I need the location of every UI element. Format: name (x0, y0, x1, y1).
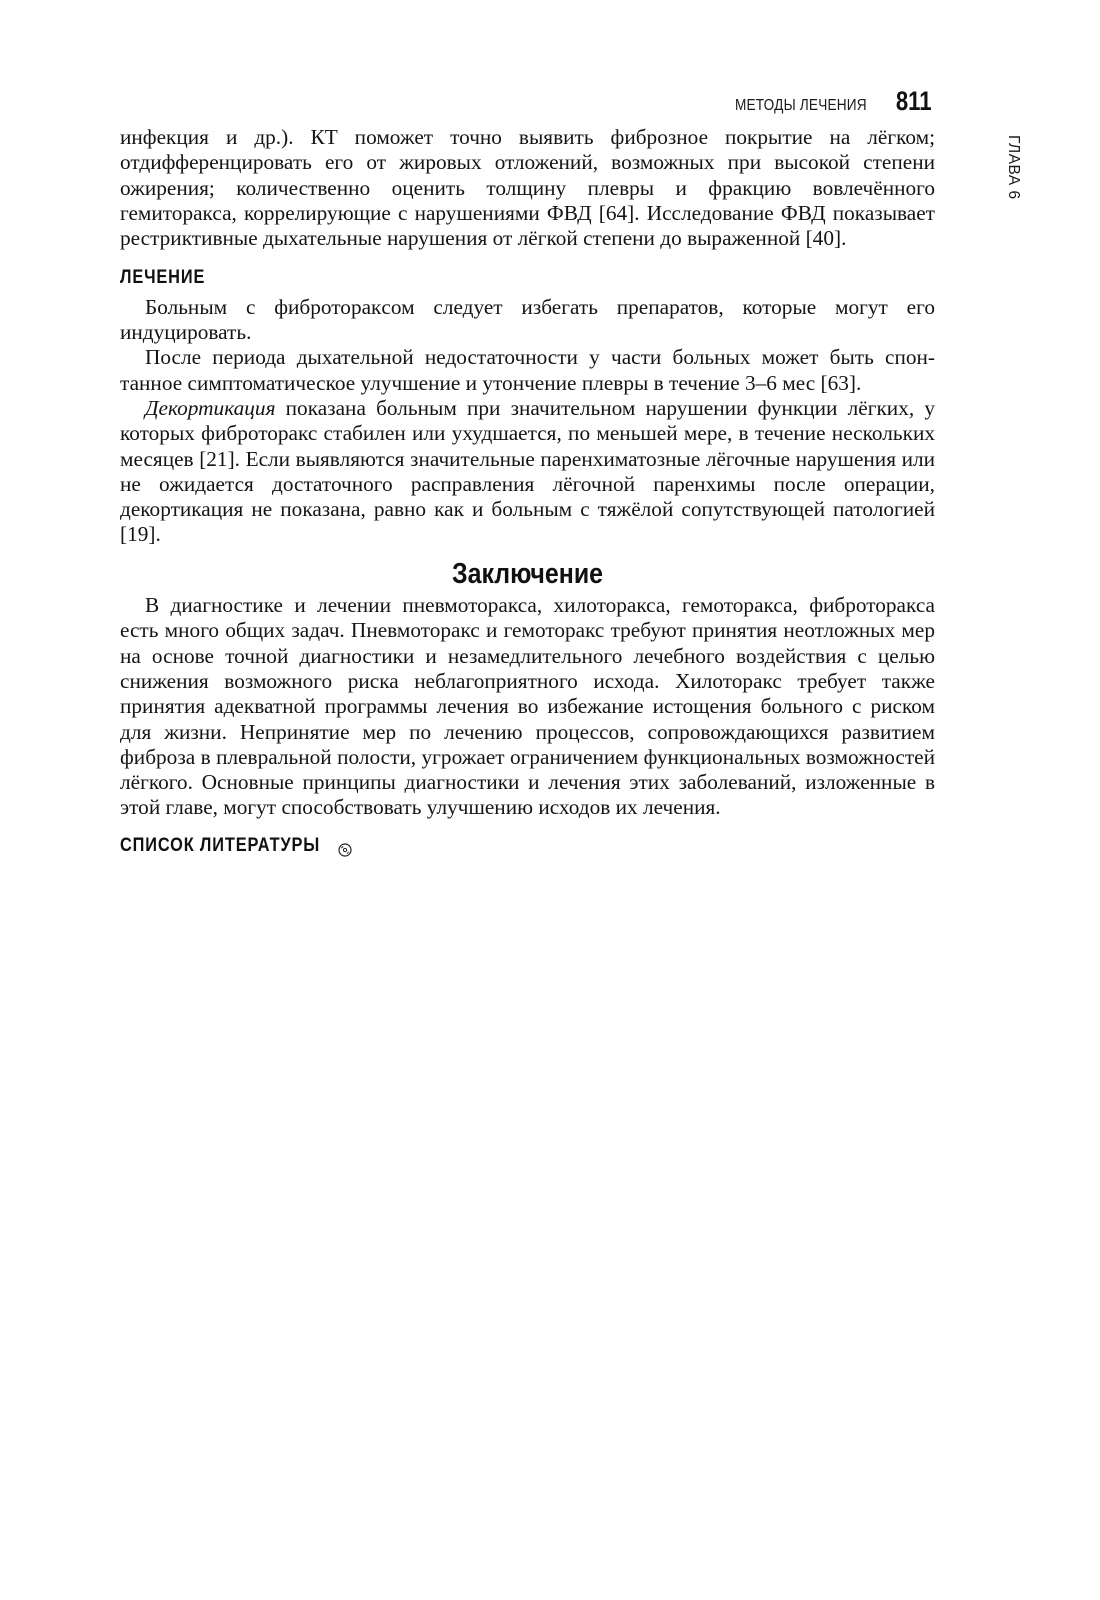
intro-paragraph: инфекция и др.). КТ поможет точно выявить фиброзное покрытие на лёгком; отдифференцировать его от жировых отложений, возможных при высокой степени ожирения; количественно оценить толщину плевры и фракцию вовлечённого гемиторакса, коррелирующие с нарушениями ФВД [64]. Исследование ФВД показывает рестриктивные дыхательные нарушения от лёгкой степени до выраженной [40]. (120, 125, 935, 251)
chapter-tab: ГЛАВА 6 (1005, 135, 1022, 200)
running-title: МЕТОДЫ ЛЕЧЕНИЯ (734, 97, 867, 114)
references-heading: СПИСОК ЛИТЕРАТУРЫ (120, 834, 321, 856)
treatment-paragraph-3-text: показана больным при значительном нарушении функции лёгких, у которых фиброторакс стабилен или ухудшается, по меньшей мере, в течение нескольких месяцев [21]. Если выявляются значительные паренхиматозные лёгочные нарушения или не ожидается достаточного расправления лёгочной паренхимы после операции, декортикация не показана, равно как и больным с тяжёлой сопутствующей патологией [19]. (120, 395, 935, 547)
decortication-term: Декортикация (145, 395, 276, 420)
treatment-paragraph-2: После периода дыхательной недостаточности у части больных может быть спонтанное симптоматическое улучшение и утончение плевры в течение 3–6 мес [63]. (120, 345, 935, 395)
treatment-paragraph-1: Больным с фиброторакcом следует избегать препаратов, которые могут его индуцировать. (120, 294, 935, 345)
treatment-paragraph-3 (120, 396, 935, 548)
references-heading-row (120, 833, 935, 858)
body-text (120, 125, 935, 858)
running-head (717, 86, 932, 117)
treatment-heading: ЛЕЧЕНИЕ (120, 267, 206, 289)
conclusion-paragraph: В диагностике и лечении пневмоторакса, хилоторакса, гемоторакса, фиброторакса есть много общих задач. Пневмоторакс и гемоторакс требуют принятия неотложных мер на основе точной диагностики и незамедлительного лечебного воздействия с целью снижения возможного риска неблагоприятного исхода. Хилоторакс требует также принятия адекватной программы лечения во избежание истощения больного с риском для жизни. Непринятие мер по лечению процессов, сопровождающихся развитием фиброза в плевральной полости, угрожает ограничением функциональных возможностей лёгкого. Основные принципы диагностики и лечения этих заболеваний, изложенные в этой главе, могут способствовать улучшению исходов их лечения. (120, 593, 935, 820)
page-number: 811 (896, 86, 932, 116)
disc-icon (338, 838, 352, 852)
conclusion-heading: Заключение (451, 557, 604, 590)
